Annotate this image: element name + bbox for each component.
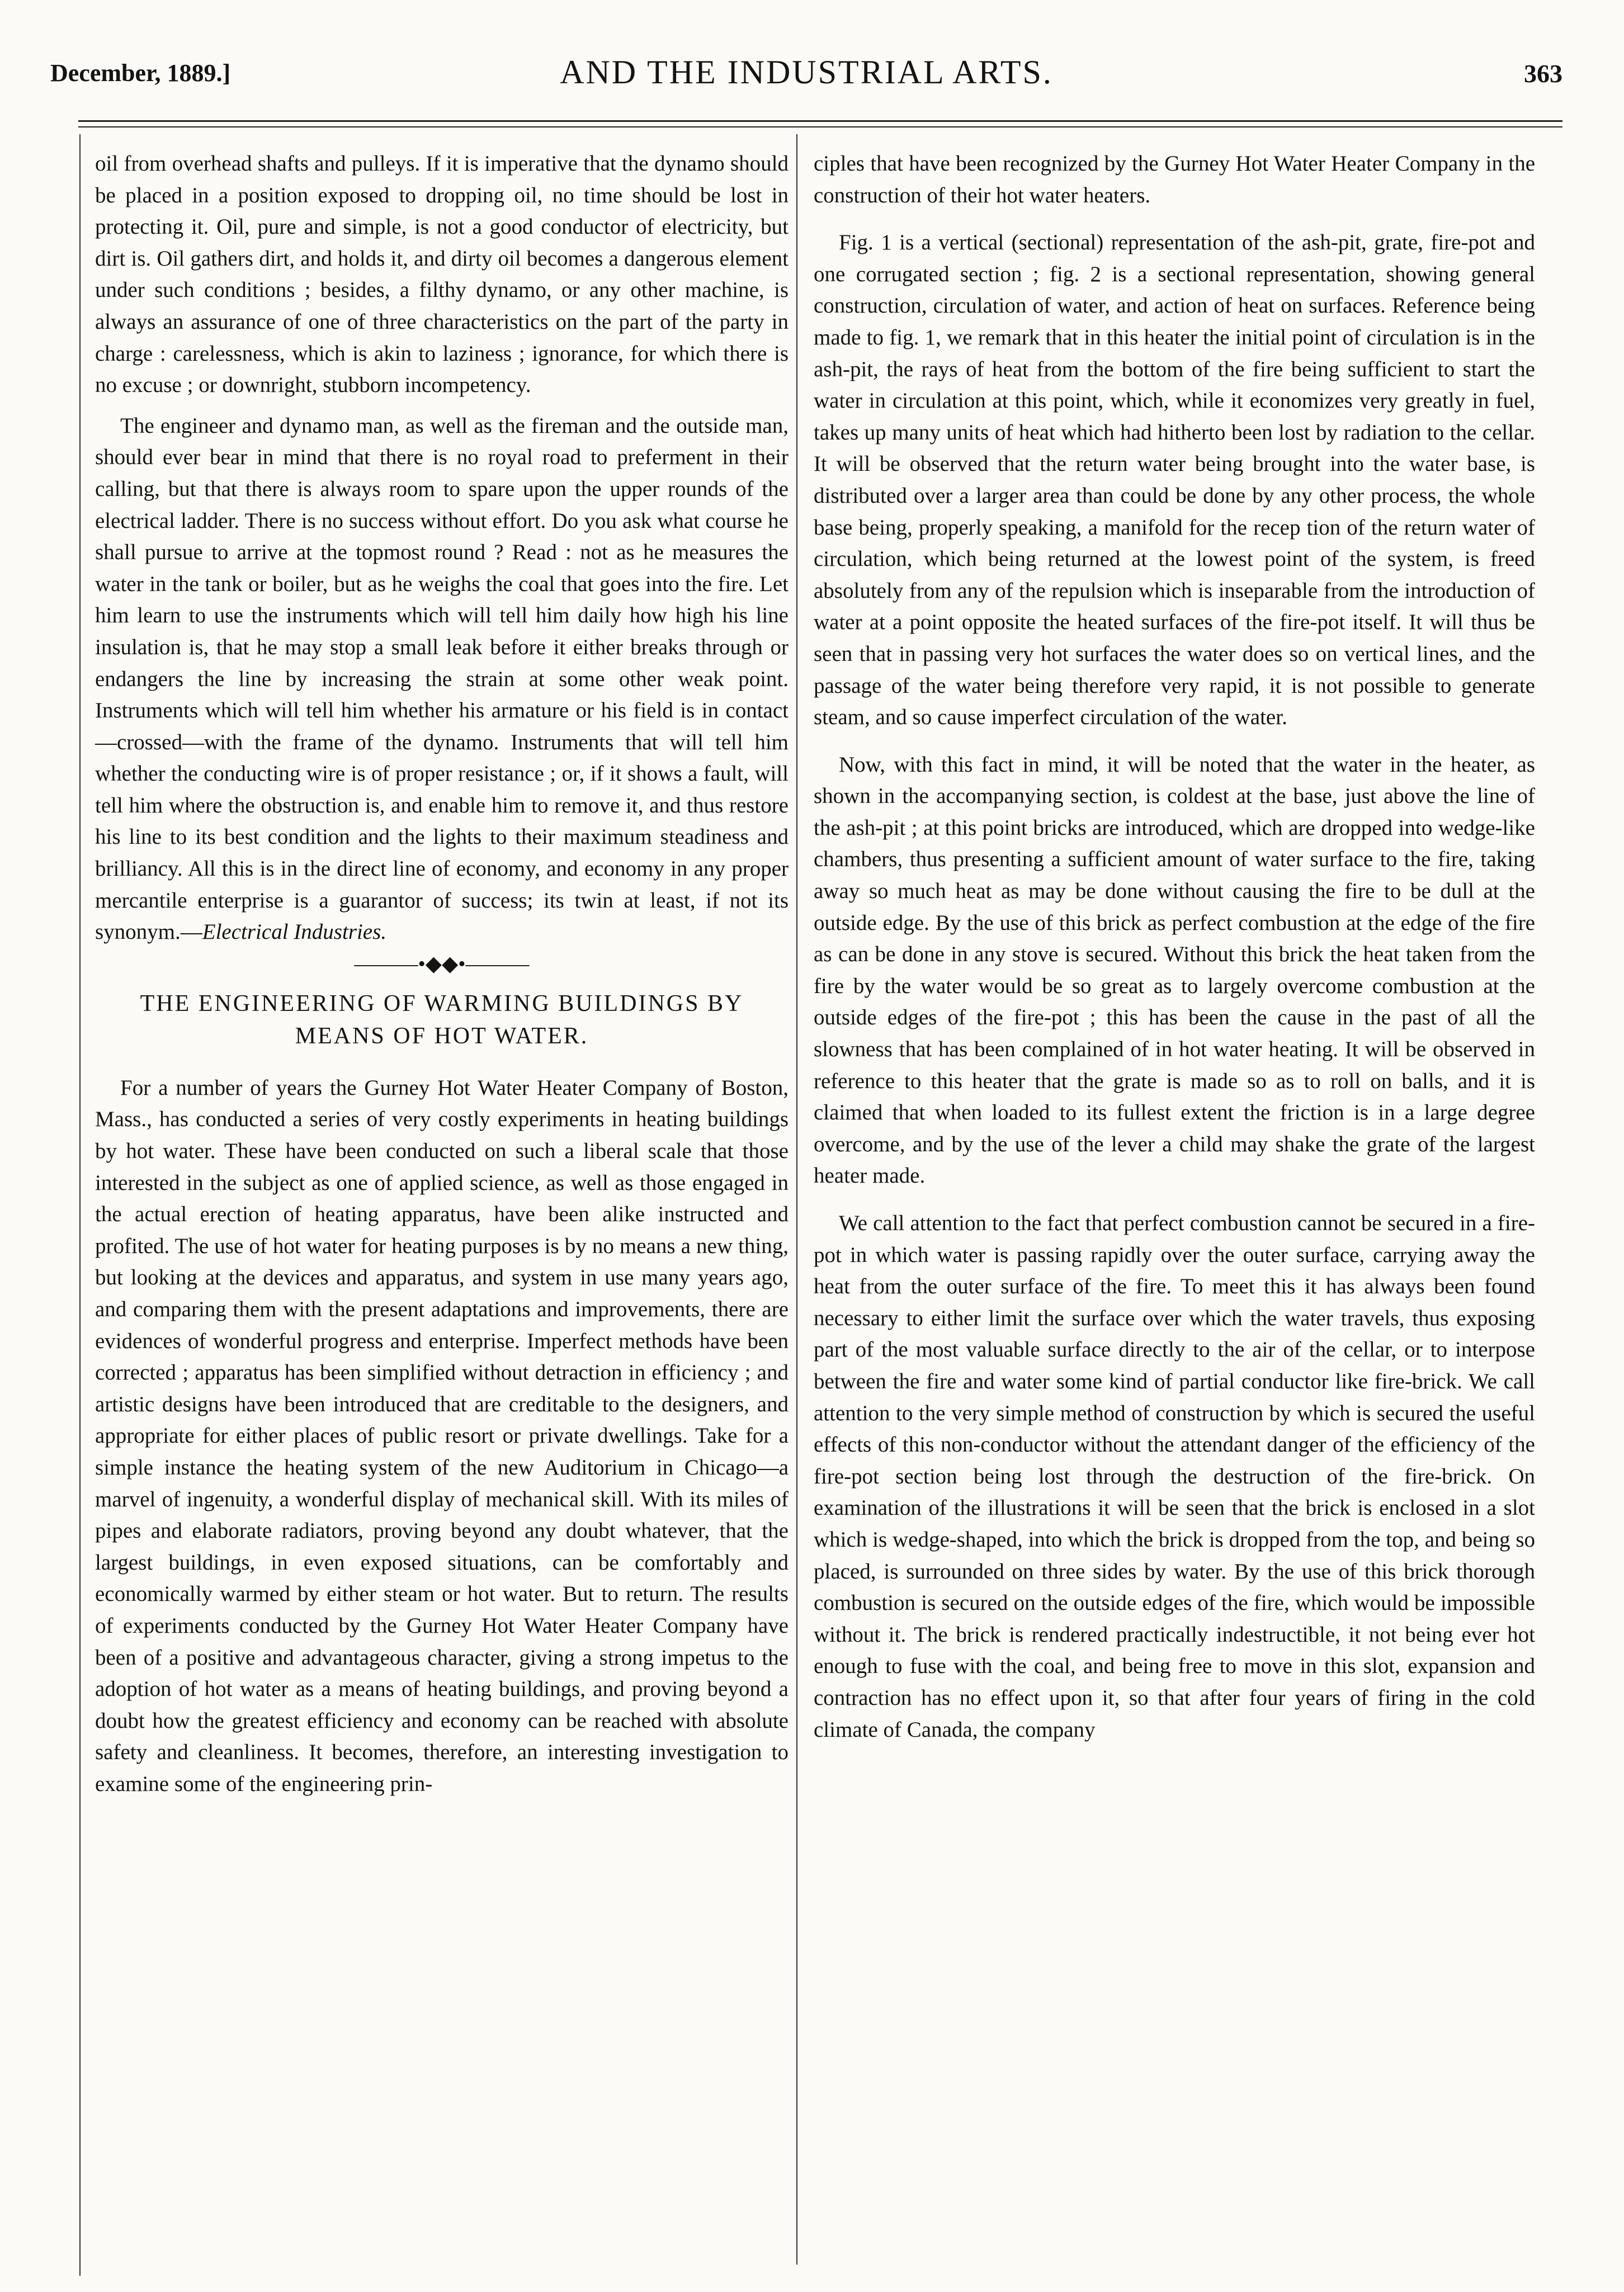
page-header	[50, 53, 1562, 98]
page-number: 363	[1524, 59, 1562, 88]
source-attribution: Electrical Industries.	[202, 920, 387, 944]
header-date: December, 1889.]	[50, 59, 231, 87]
paragraph-engineer-advice	[95, 410, 789, 948]
left-margin-rule	[79, 134, 81, 2276]
paragraph-principles: ciples that have been recognized by the Gurney Hot Water Heater Company in the construction of their hot water heaters.	[814, 152, 1535, 207]
article-heading: THE ENGINEERING OF WARMING BUILDINGS BY MEANS OF HOT WATER.	[140, 990, 744, 1049]
paragraph-engineer-text: The engineer and dynamo man, as well as the fireman and the outside man, should ever bear in mind that there is no royal road to preferment in their calling, but that there is always room to spare upon the upper rounds of the electrical ladder. There is no success without effort. Do you ask what course he shall pursue to arrive at the topmost round ? Read : not as he measures the water in the tank or boiler, but as he weighs the coal that goes into the fire. Let him learn to use the instruments which will tell him daily how high his line insulation is, that he may stop a small leak before it either breaks through or endangers the line by increasing the strain at some other weak point. Instruments which will tell him whether his armature or his field is in contact—crossed—with the frame of the dynamo. Instruments that will tell him whether the conducting wire is of proper resistance ; or, if it shows a fault, will tell him where the obstruction is, and enable him to remove it, and thus restore his line to its best condition and the lights to their maximum steadiness and brilliancy. All this is in the direct line of economy, and economy in any proper mercantile enterprise is a guarantor of success; its twin at least, if not its synonym.—	[95, 413, 789, 944]
paragraph-gurney-intro: For a number of years the Gurney Hot Water Heater Company of Boston, Mass., has conducted a series of very costly experiments in heating buildings by hot water. These have been conducted on such a liberal scale that those interested in the subject as one of applied science, as well as those engaged in the actual erection of heating apparatus, have been alike instructed and profited. The use of hot water for heating purposes is by no means a new thing, but looking at the devices and apparatus, and system in use many years ago, and comparing them with the present adaptations and improvements, there are evidences of wonderful progress and enterprise. Imperfect methods have been corrected ; apparatus has been simplified without detraction in efficiency ; and artistic designs have been introduced that are creditable to the designers, and appropriate for either places of public resort or private dwellings. Take for a simple instance the heating system of the new Auditorium in Chicago—a marvel of ingenuity, a wonderful display of mechanical skill. With its miles of pipes and elaborate radiators, proving beyond any doubt whatever, that the largest buildings, in even exposed situations, can be comfortably and economically warmed by either steam or hot water. But to return. The results of experiments conducted by the Gurney Hot Water Heater Company have been of a positive and advantageous character, giving a strong impetus to the adoption of hot water as a means of heating buildings, and proving beyond a doubt how the greatest efficiency and economy can be reached with absolute safety and cleanliness. It becomes, therefore, an interesting investigation to examine some of the engineering prin-	[95, 1075, 789, 1796]
running-title: AND THE INDUSTRIAL ARTS.	[560, 54, 1053, 91]
paragraph-dynamo-oil: oil from overhead shafts and pulleys. If it is imperative that the dynamo should be placed in a position exposed to dropping oil, no time should be lost in protecting it. Oil, pure and simple, is not a good conductor of electricity, but dirt is. Oil gathers dirt, and holds it, and dirty oil becomes a dangerous element under such conditions ; besides, a filthy dynamo, or any other machine, is always an assurance of one of three characteristics on the part of the party in charge : carelessness, which is akin to laziness ; ignorance, for which there is no excuse ; or downright, stubborn incompetency.	[95, 152, 789, 398]
header-double-rule	[78, 120, 1562, 127]
paragraph-combustion: We call attention to the fact that perfect combustion cannot be secured in a fire-pot in which water is passing rapidly over the outer surface, carrying away the heat from the outer surface of the fire. To meet this it has always been found necessary to either limit the surface over which the water travels, thus exposing part of the most valuable surface directly to the air of the cellar, or to interpose between the fire and water some kind of partial conductor like fire-brick. We call attention to the very simple method of construction by which is secured the useful effects of this non-conductor without the attendant danger of the efficiency of the fire-pot section being lost through the destruction of the fire-brick. On examination of the illustrations it will be seen that the brick is enclosed in a slot which is wedge-shaped, into which the brick is dropped from the top, and being so placed, is surrounded on three sides by water. By the use of this brick thorough combustion is secured on the outside edges of the fire, which would be impossible without it. The brick is rendered practically indestructible, it not being ever hot enough to fuse with the coal, and being free to move in this slot, expansion and contraction has no effect upon it, so that after four years of firing in the cold climate of Canada, the company	[814, 1211, 1535, 1742]
column-divider	[796, 134, 797, 2265]
paragraph-bricks: Now, with this fact in mind, it will be noted that the water in the heater, as shown in the accompanying section, is coldest at the base, just above the line of the ash-pit ; at this point bricks are introduced, which are dropped into wedge-like chambers, thus presenting a sufficient amount of water surface to the fire, taking away so much heat as may be done without causing the fire to be dull at the outside edge. By the use of this brick as perfect combustion at the edge of the fire as can be done in any stove is secured. Without this brick the heat taken from the fire by the water would be so great as to largely overcome combustion at the outside edges of the fire-pot ; this has been the cause in the past of all the slowness that has been complained of in hot water heating. It will be observed in reference to this heater that the grate is made so as to roll on balls, and it is claimed that when loaded to its fullest extent the friction is in a large degree overcome, and by the use of the lever a child may shake the grate of the largest heater made.	[814, 752, 1535, 1188]
section-ornament: ———•◆◆•———	[354, 952, 530, 976]
left-column	[95, 148, 789, 2270]
right-column	[814, 148, 1535, 2270]
paragraph-figure-description: Fig. 1 is a vertical (sectional) representation of the ash-pit, grate, fire-pot and one corrugated section ; fig. 2 is a sectional representation, showing general construction, circulation of water, and action of heat on surfaces. Reference being made to fig. 1, we remark that in this heater the initial point of circulation is in the ash-pit, the rays of heat from the bottom of the fire being sufficient to start the water in circulation at this point, which, while it economizes very greatly in fuel, takes up many units of heat which had hitherto been lost by radiation to the cellar. It will be observed that the return water being brought into the water base, is distributed over a larger area than could be done by any other process, the whole base being, properly speaking, a manifold for the recep tion of the return water of circulation, which being returned at the lowest point of the system, is freed absolutely from any of the repulsion which is inseparable from the introduction of water at a point opposite the heated surfaces of the fire-pot itself. It will thus be seen that in passing very hot surfaces the water does so on vertical lines, and the passage of the water being therefore very rapid, it is not possible to generate steam, and so cause imperfect circulation of the water.	[814, 230, 1535, 730]
